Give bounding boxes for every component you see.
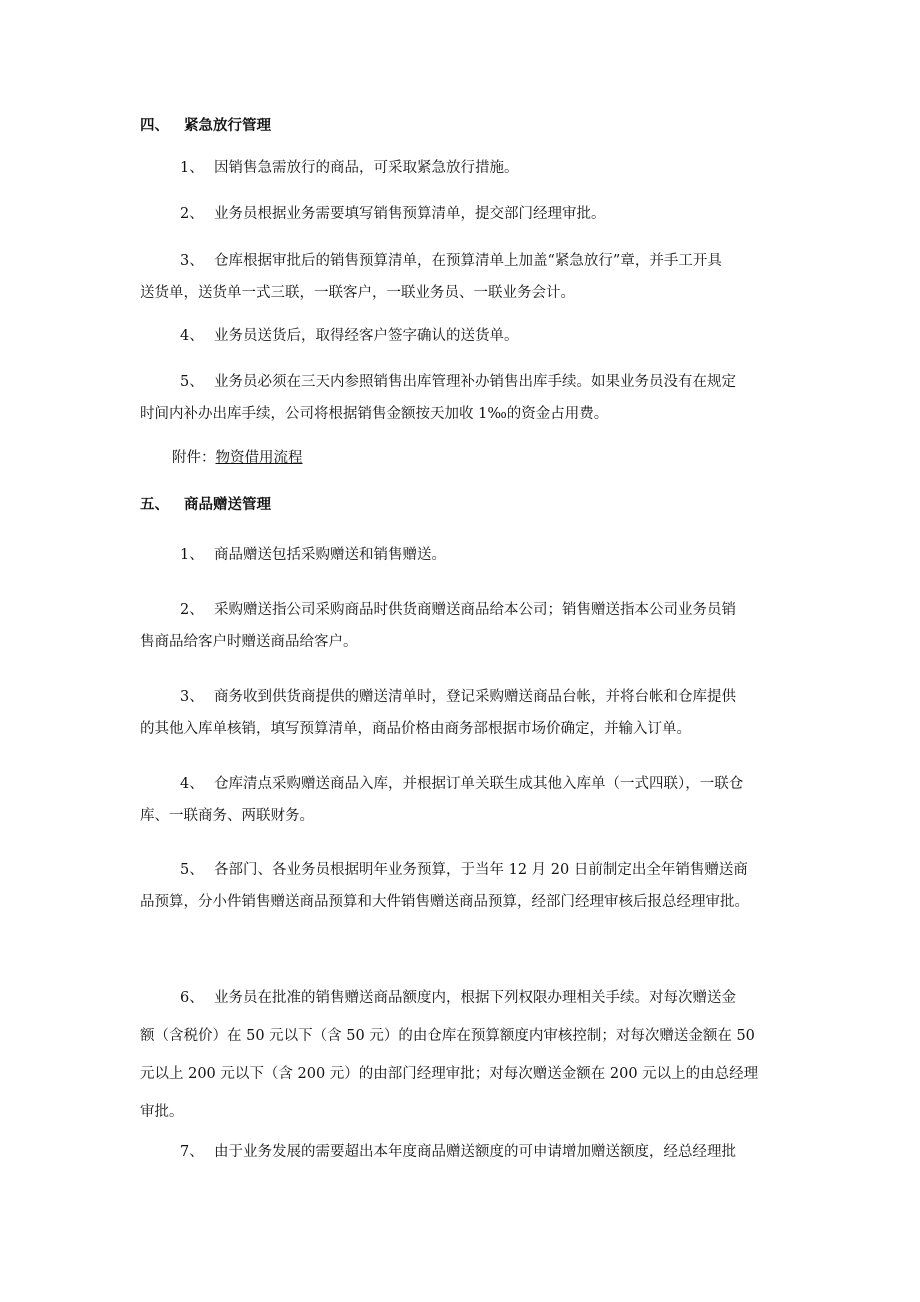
section-title: 紧急放行管理 (184, 118, 271, 134)
section-number: 四、 (140, 118, 169, 134)
item-number: 5、 (180, 862, 204, 878)
list-item (140, 245, 780, 309)
item-text: 业务员根据业务需要填写销售预算清单，提交部门经理审批。 (214, 206, 606, 222)
attachment-line (172, 446, 303, 467)
list-item (140, 539, 780, 571)
attachment-link[interactable]: 物资借用流程 (215, 450, 303, 466)
item-text: 元以上 200 元以下（含 200 元）的由部门经理审批；对每次赠送金额在 200 元以上的由总经理 (140, 1066, 759, 1082)
list-item (140, 594, 780, 658)
item-number: 6、 (180, 990, 204, 1006)
item-text: 额（含税价）在 50 元以下（含 50 元）的由仓库在预算额度内审核控制；对每次赠送金额在 50 (140, 1028, 755, 1044)
item-text: 的其他入库单核销，填写预算清单，商品价格由商务部根据市场价确定，并输入订单。 (140, 721, 691, 737)
item-text: 业务员送货后，取得经客户签字确认的送货单。 (214, 328, 519, 344)
item-number: 2、 (180, 602, 204, 618)
item-number: 1、 (180, 547, 204, 563)
item-text: 仓库清点采购赠送商品入库，并根据订单关联生成其他入库单（一式四联），一联仓 (214, 776, 744, 792)
item-text: 业务员必须在三天内参照销售出库管理补办销售出库手续。如果业务员没有在规定 (214, 374, 736, 390)
item-text: 审批。 (140, 1104, 184, 1120)
item-number: 5、 (180, 374, 204, 390)
item-text: 售商品给客户时赠送商品给客户。 (140, 634, 358, 650)
list-item (140, 681, 780, 745)
item-text: 品预算，分小件销售赠送商品预算和大件销售赠送商品预算，经部门经理审核后报总经理审批。 (140, 894, 749, 910)
section-heading (140, 114, 271, 135)
item-text: 商务收到供货商提供的赠送清单时，登记采购赠送商品台帐，并将台帐和仓库提供 (214, 689, 736, 705)
list-item (140, 366, 780, 430)
item-text: 库、一联商务、两联财务。 (140, 808, 314, 824)
item-number: 1、 (180, 160, 204, 176)
list-item (140, 854, 780, 918)
list-item (140, 198, 780, 230)
item-number: 4、 (180, 776, 204, 792)
section-heading (140, 493, 271, 514)
item-text: 业务员在批准的销售赠送商品额度内，根据下列权限办理相关手续。对每次赠送金 (214, 990, 736, 1006)
item-number: 4、 (180, 328, 204, 344)
item-text: 由于业务发展的需要超出本年度商品赠送额度的可申请增加赠送额度，经总经理批 (214, 1144, 736, 1160)
item-text: 时间内补办出库手续，公司将根据销售金额按天加收 1‰的资金占用费。 (140, 406, 609, 422)
item-text: 各部门、各业务员根据明年业务预算，于当年 12 月 20 日前制定出全年销售赠送商 (214, 862, 748, 878)
item-text: 商品赠送包括采购赠送和销售赠送。 (214, 547, 446, 563)
item-text: 送货单，送货单一式三联，一联客户，一联业务员、一联业务会计。 (140, 285, 575, 301)
section-title: 商品赠送管理 (184, 497, 271, 513)
list-item (140, 768, 780, 832)
item-number: 3、 (180, 253, 204, 269)
item-text: 采购赠送指公司采购商品时供货商赠送商品给本公司；销售赠送指本公司业务员销 (214, 602, 736, 618)
item-text: 仓库根据审批后的销售预算清单，在预算清单上加盖“紧急放行”章，并手工开具 (214, 253, 722, 269)
item-text: 因销售急需放行的商品，可采取紧急放行措施。 (214, 160, 519, 176)
item-number: 7、 (180, 1144, 204, 1160)
list-item (140, 152, 780, 184)
list-item (140, 320, 780, 352)
item-number: 3、 (180, 689, 204, 705)
section-number: 五、 (140, 497, 169, 513)
item-number: 2、 (180, 206, 204, 222)
list-item (140, 982, 780, 1128)
attachment-label: 附件： (172, 450, 216, 466)
list-item (140, 1136, 780, 1168)
